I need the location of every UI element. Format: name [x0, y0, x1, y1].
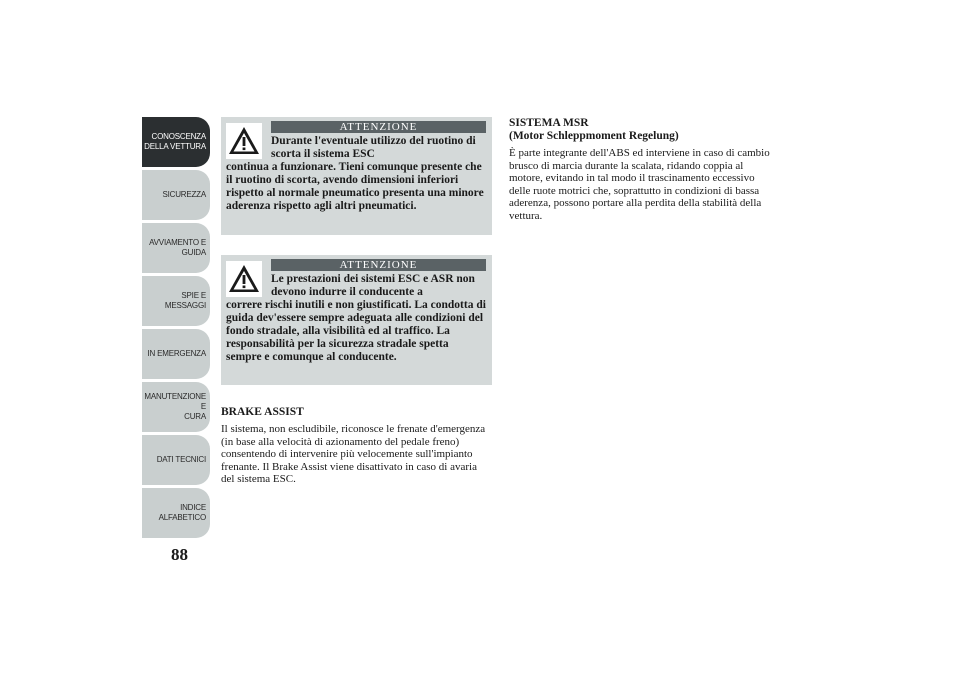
warning-triangle-icon — [226, 261, 262, 297]
section-title: SISTEMA MSR — [509, 117, 589, 129]
tab-label: MANUTENZIONE E CURA — [144, 392, 206, 421]
warning-header: ATTENZIONE — [271, 259, 486, 271]
warning-text-lead: Durante l'eventuale utilizzo del ruotino di scorta il sistema ESC — [271, 135, 476, 160]
tab-label: SPIE E MESSAGGI — [164, 291, 206, 310]
tab-label: AVVIAMENTO E GUIDA — [149, 238, 206, 257]
tab-label: IN EMERGENZA — [147, 349, 206, 358]
warning-box-esc-asr — [221, 255, 492, 385]
warning-triangle-icon — [226, 123, 262, 159]
tab-dati-tecnici[interactable] — [142, 435, 210, 485]
page-number: 88 — [171, 545, 188, 564]
section-subtitle: (Motor Schleppmoment Regelung) — [509, 130, 679, 142]
section-brake-assist — [221, 406, 492, 486]
chapter-tabs — [142, 117, 210, 541]
section-msr — [509, 117, 774, 222]
section-title: BRAKE ASSIST — [221, 406, 304, 418]
warning-box-spare-wheel — [221, 117, 492, 235]
warning-text-rest: continua a funzionare. Tieni comunque presente che il ruotino di scorta, avendo dimensioni inferiori rispetto al normale pneumatico presenta una minore aderenza rispetto agli altri pneumatici. — [226, 161, 484, 212]
warning-text — [226, 273, 486, 364]
warning-header: ATTENZIONE — [271, 121, 486, 133]
tab-in-emergenza[interactable] — [142, 329, 210, 379]
tab-manutenzione-e-cura[interactable] — [142, 382, 210, 432]
tab-label: DATI TECNICI — [156, 455, 206, 464]
warning-text-rest: correre rischi inutili e non giustificati. La condotta di guida dev'essere sempre adeguata alle condizioni del fondo stradale, alla visibilità ed al traffico. La responsabilità per la sicurezza stradale spetta sempre e comunque al conducente. — [226, 299, 486, 363]
tab-label: SICUREZZA — [162, 190, 206, 199]
tab-sicurezza[interactable] — [142, 170, 210, 220]
tab-spie-e-messaggi[interactable] — [142, 276, 210, 326]
section-body: Il sistema, non escludibile, riconosce le frenate d'emergenza (in base alla velocità di azionamento del pedale freno) consentendo di intervenire più velocemente sull'impianto frenante. Il Brake Assist viene disattivato in caso di avaria del sistema ESC. — [221, 423, 486, 485]
tab-avviamento-e-guida[interactable] — [142, 223, 210, 273]
tab-indice-alfabetico[interactable] — [142, 488, 210, 538]
warning-text — [226, 135, 486, 213]
section-body: È parte integrante dell'ABS ed interviene in caso di cambio brusco di marcia durante la scalata, ridando coppia al motore, evitando in tal modo il trascinamento eccessivo delle ruote motrici che, soprattutto in condizioni di bassa aderenza, possono portare alla perdita della stabilità della vettura. — [509, 147, 770, 222]
tab-conoscenza-della-vettura[interactable] — [142, 117, 210, 167]
warning-text-lead: Le prestazioni dei sistemi ESC e ASR non devono indurre il conducente a — [271, 273, 475, 298]
tab-label: INDICE ALFABETICO — [158, 503, 206, 522]
tab-label: CONOSCENZA DELLA VETTURA — [144, 132, 206, 151]
